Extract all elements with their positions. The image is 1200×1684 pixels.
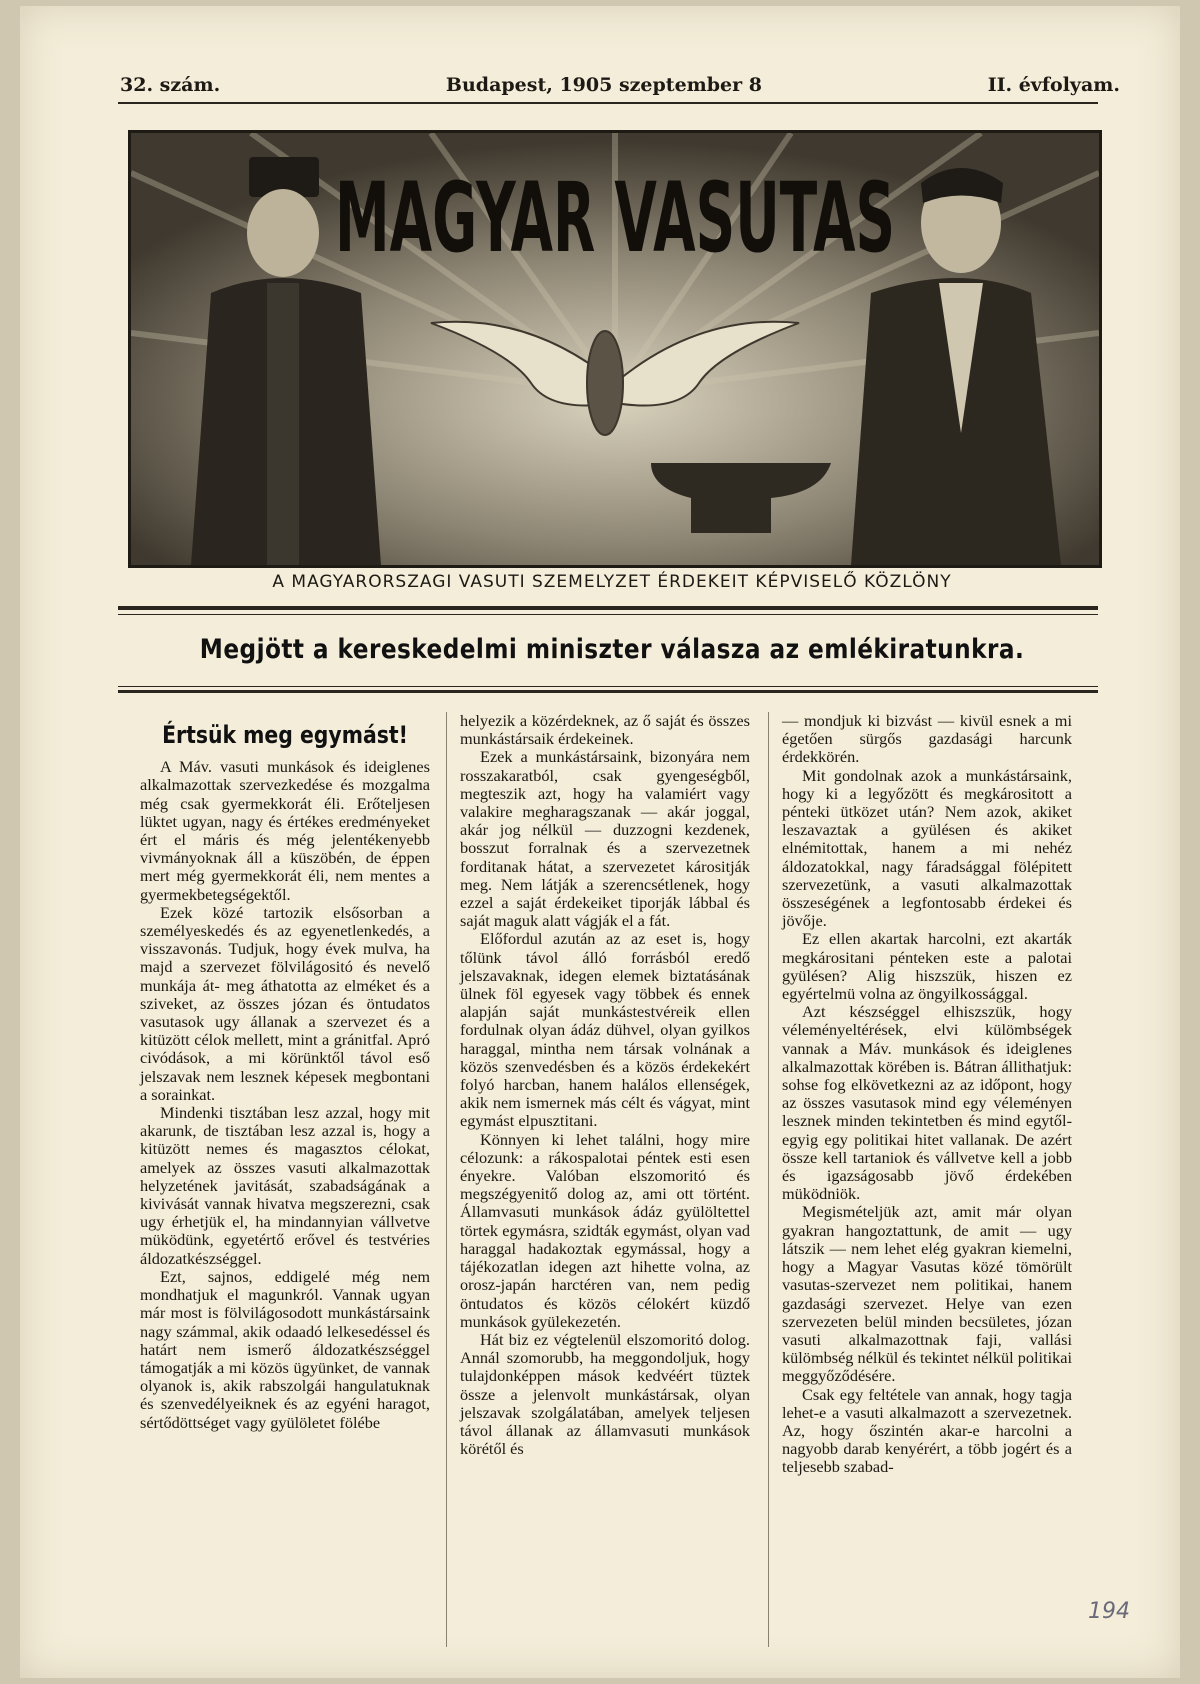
rule-above-headline-thin bbox=[118, 614, 1098, 615]
headline: Megjött a kereskedelmi miniszter válasza az emlékiratunkra. bbox=[199, 634, 1025, 665]
handwritten-page-number: 194 bbox=[1088, 1599, 1130, 1624]
col2-paragraph-2: Ezek a munkástársaink, bizonyára nem rosszakaratból, csak gyengeségből, megteszik azt, hogy ha valamiért vagy valakire megharagszanak — akár joggal, akár jog nélkül — duzzogni kezdenek, bosszut forralnak és a szervezetnek forditanak hátat, a szervezetet kárositják meg. Nem látják a szerencsétlenek, hogy ezzel a saját érdekeiket tiporják lábbal és saját maguk alatt vágják el a fát. bbox=[460, 747, 750, 931]
col3-paragraph-6: Csak egy feltétele van annak, hogy tagja lehet-e a vasuti alkalmazott a szervezetnek. Az, hogy őszintén akar-e harcolni a nagyobb darab kenyérért, a több jogért és a teljesebb szabad- bbox=[782, 1384, 1072, 1477]
place-date: Budapest, 1905 szeptember 8 bbox=[445, 74, 762, 96]
column-1 bbox=[140, 716, 430, 1432]
col3-paragraph-1: — mondjuk ki bizvást — kivül esnek a mi égetően sürgős gazdasági harcunk érdekkörén. bbox=[782, 711, 1072, 767]
issue-header bbox=[120, 74, 1120, 104]
article-title: Értsük meg egymást! bbox=[162, 721, 408, 749]
rule-below-headline-thin bbox=[118, 686, 1098, 687]
col2-paragraph-5: Hát biz ez végtelenül elszomoritó dolog. Annál szomorubb, ha meggondoljuk, hogy tulajdonképpen mások kedvéért tüztek össze a jelenvolt munkástársak, olyan jelszavak szolgálatában, amelyek teljesen távol állanak az államvasuti munkások körétől és bbox=[460, 1329, 750, 1459]
column-separator-2 bbox=[768, 712, 769, 1647]
rule-below-headline bbox=[118, 690, 1098, 693]
col2-paragraph-1: helyezik a közérdeknek, az ő saját és összes munkástársaik érdekeinek. bbox=[460, 711, 750, 749]
col3-paragraph-3: Ez ellen akartak harcolni, ezt akarták megkárositani pénteken este a palotai gyülésen? Alig hiszszük, hiszen ez egyértelmü volna az öngyilkossággal. bbox=[782, 929, 1072, 1004]
issue-number: 32. szám. bbox=[120, 74, 221, 96]
col1-paragraph-2: Ezek közé tartozik elsősorban a személyeskedés és az egyenetlenkedés, a visszavonás. Tudjuk, hogy évek mulva, ha majd a szervezet fölvilágositó és nevelő munkája át- meg áthatotta az elméket és a sziveket, az összes józan és öntudatos vasutasok ugy állanak a szervezet és a kitüzött célok mellett, mint a gránitfal. Apró civódások, a mi körünktől távol eső jelszavak nem lesznek képesek megbontani a sorainkat. bbox=[140, 902, 430, 1104]
masthead-subtitle: A MAGYARORSZAGI VASUTI SZEMELYZET ÉRDEKEIT KÉPVISELŐ KÖZLÖNY bbox=[272, 572, 952, 592]
masthead-illustration bbox=[128, 130, 1102, 568]
volume-number: II. évfolyam. bbox=[987, 74, 1120, 96]
column-2 bbox=[460, 712, 750, 1458]
col1-paragraph-4: Ezt, sajnos, eddigelé még nem mondhatjuk el magunkról. Vannak ugyan már most is fölvilágosodott munkástársaink nagy számmal, akik odaadó lelkesedéssel és határt nem ismerő áldozatkészséggel támogatják a mi közös ügyünket, de vannak olyanok is, akik rabszolgái hangulatuknak és szenvedélyeiknek és az egyéni haragot, sértődöttséget vagy gyülöletet fölébe bbox=[140, 1266, 430, 1432]
col3-paragraph-5: Megismételjük azt, amit már olyan gyakran hangoztattunk, de amit — ugy látszik — nem lehet elég gyakran kiemelni, hogy a Magyar Vasutas közé tömörült vasutas-szervezet nem politikai, hanem gazdasági szervezet. Helye van ezen szervezeten belül minden becsületes, józan vasuti alkalmazottnak faji, vallási külömbség nélkül és tekintet nélkül politikai meggyőződésére. bbox=[782, 1202, 1072, 1386]
masthead-artwork bbox=[131, 133, 1099, 565]
column-3 bbox=[782, 712, 1072, 1477]
header-rule bbox=[118, 102, 1098, 104]
column-separator-1 bbox=[446, 712, 447, 1647]
col3-paragraph-2: Mit gondolnak azok a munkástársaink, hogy ki a legyőzött és megkárositott a pénteki ütközet után? Nem azok, akiket leszavaztak a gyülésen és akiket elnémitottak, hanem a mi nehéz áldozatokkal, nagy fáradsággal fölépitett szervezetünk, a vasuti alkalmazottak összeségének a legfontosabb érdekei és jövője. bbox=[782, 765, 1072, 931]
col1-paragraph-1: A Máv. vasuti munkások és ideiglenes alkalmazottak szervezkedése és mozgalma még csak gyermekkorát éli. Erőteljesen lüktet ugyan, nagy és értékes eredményeket ért el máris és még jelentékenyebb vivmányoknak áll a küszöbén, de éppen mert még gyermekkorát éli, nem mentes a gyermekbetegségektől. bbox=[140, 757, 430, 904]
col1-paragraph-3: Mindenki tisztában lesz azzal, hogy mit akarunk, de tisztában lesz azzal is, hogy a kitüzött nemes és magasztos célokat, amelyek az összes vasuti alkalmazottak helyzetének javitását, szabadságának a kivivását vannak hivatva megszerezni, csak ugy érhetjük el, ha mindannyian vállvetve müködünk, egyetértő erővel és testvéries áldozatkészséggel. bbox=[140, 1103, 430, 1268]
col3-paragraph-4: Azt készséggel elhiszszük, hogy véleményeltérések, elvi külömbségek vannak a Máv. munkások és ideiglenes alkalmazottak körében is. Bátran állithatjuk: sohse fog elkövetkezni az az időpont, hogy az összes vasutasok mind egy véleményen lesznek minden tekintetben és mind egytől-egyig egy politikai hitet vallanak. De azért össze kell tartaniok és vállvetve kell a jobb és igazságosabb jövő érdekében müködniök. bbox=[782, 1002, 1072, 1204]
col2-paragraph-3: Előfordul azután az az eset is, hogy tőlünk távol álló forrásból eredő jelszavaknak, idegen elemek biztatásának ülnek föl egyesek vagy többek és ennek alapján saját munkástestvéreik ellen fordulnak olyan ádáz dühvel, olyan gyilkos haraggal, mintha nem társak volnának a közös szenvedésben és a közös érdekekért folyó harcban, hanem halálos ellenségek, akik nem ismernek más célt és vágyat, mint egymást elpusztitani. bbox=[460, 929, 750, 1131]
col2-paragraph-4: Könnyen ki lehet találni, hogy mire célozunk: a rákospalotai péntek esti esen ényekre. Valóban elszomoritó és megszégyenitő dolog az, ami ott történt. Államvasuti munkások ádáz gyülöltettel törtek egymásra, szidták egymást, olyan vad haraggal hadakoztak egymással, hogy a tájékozatlan idegen azt hihette volna, az orosz-japán harctéren van, nem pedig öntudatos és közös célokért küzdő munkások gyülekezetén. bbox=[460, 1129, 750, 1331]
masthead-title: MAGYAR VASUTAS bbox=[335, 162, 895, 274]
rule-above-headline bbox=[118, 606, 1098, 610]
